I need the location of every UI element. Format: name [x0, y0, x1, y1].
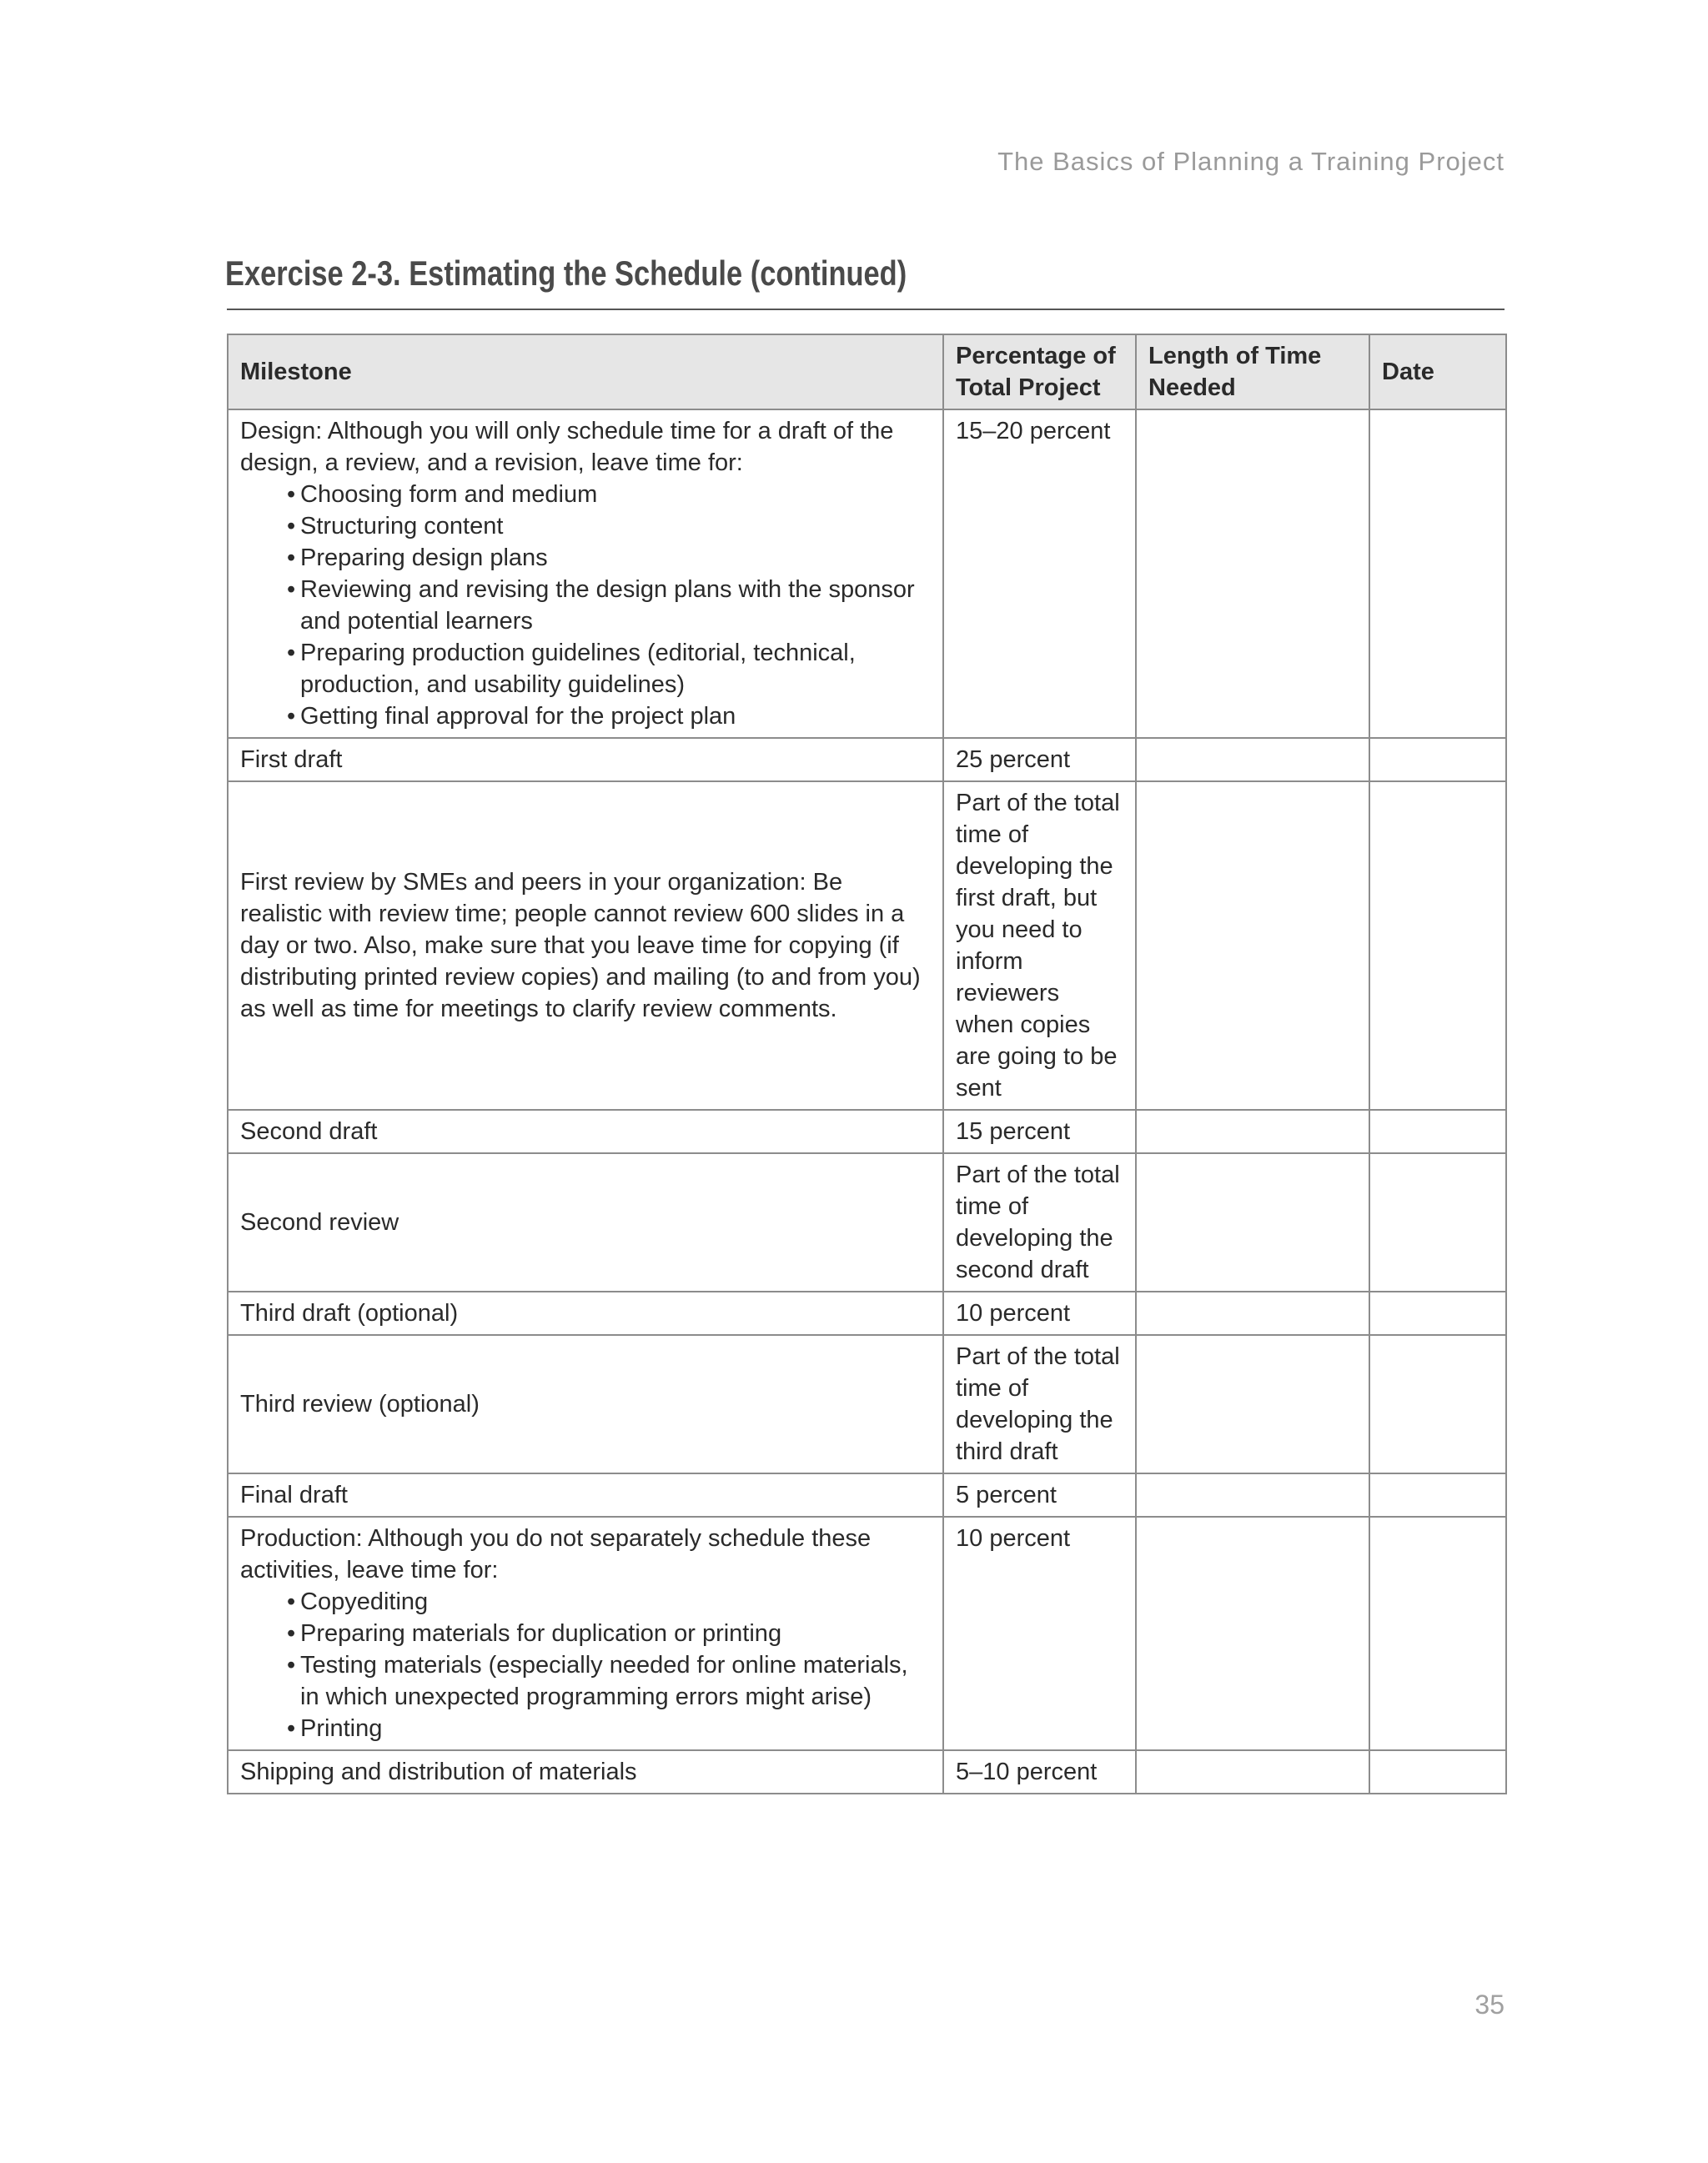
date-cell: [1369, 738, 1506, 781]
table-row: [228, 738, 1506, 781]
table-row: [228, 1750, 1506, 1794]
page-number: 35: [1474, 1990, 1505, 2020]
list-item: • Testing materials (especially needed for online materials, in which unexpected programming errors might arise): [287, 1649, 931, 1713]
date-cell: [1369, 1110, 1506, 1153]
list-item: • Preparing production guidelines (editorial, technical, production, and usability guidelines): [287, 637, 931, 700]
bullet-list: [240, 479, 931, 732]
percentage-cell: 5 percent: [943, 1473, 1136, 1517]
percentage-cell: Part of the total time of developing the third draft: [943, 1335, 1136, 1473]
table-row: [228, 781, 1506, 1110]
list-item: • Preparing design plans: [287, 542, 931, 574]
exercise-title: Exercise 2-3. Estimating the Schedule (continued): [225, 253, 907, 293]
header-milestone: Milestone: [228, 334, 943, 409]
list-item: • Printing: [287, 1713, 931, 1744]
header-length: Length of Time Needed: [1136, 334, 1369, 409]
table-row: [228, 1335, 1506, 1473]
title-rule: [227, 309, 1505, 310]
percentage-cell: 10 percent: [943, 1292, 1136, 1335]
percentage-cell: 15 percent: [943, 1110, 1136, 1153]
list-item: • Getting final approval for the project plan: [287, 700, 931, 732]
percentage-cell: Part of the total time of developing the first draft, but you need to inform reviewers when copies are going to be sent: [943, 781, 1136, 1110]
list-item: • Reviewing and revising the design plans with the sponsor and potential learners: [287, 574, 931, 637]
milestone-text: Production: Although you do not separately schedule these activities, leave time for:: [240, 1525, 872, 1583]
date-cell: [1369, 1750, 1506, 1794]
schedule-table: [227, 334, 1507, 1794]
table-row: [228, 1473, 1506, 1517]
percentage-cell: Part of the total time of developing the second draft: [943, 1153, 1136, 1292]
length-cell: [1136, 738, 1369, 781]
milestone-cell: Final draft: [228, 1473, 943, 1517]
milestone-cell: [228, 409, 943, 738]
date-cell: [1369, 1473, 1506, 1517]
length-cell: [1136, 1153, 1369, 1292]
list-item: • Preparing materials for duplication or printing: [287, 1618, 931, 1649]
table-row: [228, 1153, 1506, 1292]
percentage-cell: 10 percent: [943, 1517, 1136, 1750]
milestone-cell: First draft: [228, 738, 943, 781]
list-item: • Choosing form and medium: [287, 479, 931, 510]
milestone-cell: Third review (optional): [228, 1335, 943, 1473]
percentage-cell: 25 percent: [943, 738, 1136, 781]
milestone-cell: First review by SMEs and peers in your organization: Be realistic with review time; people cannot review 600 slides in a day or two. Also, make sure that you leave time for copying (if distributing printed review copies) and mailing (to and from you) as well as time for meetings to clarify review comments.: [228, 781, 943, 1110]
length-cell: [1136, 1110, 1369, 1153]
date-cell: [1369, 1335, 1506, 1473]
milestone-cell: Third draft (optional): [228, 1292, 943, 1335]
length-cell: [1136, 781, 1369, 1110]
date-cell: [1369, 1517, 1506, 1750]
table-row: [228, 1110, 1506, 1153]
list-item: • Structuring content: [287, 510, 931, 542]
table-row: [228, 1292, 1506, 1335]
length-cell: [1136, 1292, 1369, 1335]
length-cell: [1136, 1335, 1369, 1473]
date-cell: [1369, 1292, 1506, 1335]
date-cell: [1369, 409, 1506, 738]
date-cell: [1369, 1153, 1506, 1292]
header-percentage: Percentage of Total Project: [943, 334, 1136, 409]
length-cell: [1136, 1517, 1369, 1750]
milestone-cell: Second draft: [228, 1110, 943, 1153]
list-item: • Copyediting: [287, 1586, 931, 1618]
date-cell: [1369, 781, 1506, 1110]
percentage-cell: 15–20 percent: [943, 409, 1136, 738]
milestone-cell: [228, 1517, 943, 1750]
running-head: The Basics of Planning a Training Project: [997, 147, 1505, 176]
table-row: [228, 409, 1506, 738]
length-cell: [1136, 1473, 1369, 1517]
length-cell: [1136, 409, 1369, 738]
table-row: [228, 1517, 1506, 1750]
milestone-cell: Shipping and distribution of materials: [228, 1750, 943, 1794]
header-date: Date: [1369, 334, 1506, 409]
milestone-cell: Second review: [228, 1153, 943, 1292]
percentage-cell: 5–10 percent: [943, 1750, 1136, 1794]
bullet-list: [240, 1586, 931, 1744]
length-cell: [1136, 1750, 1369, 1794]
milestone-text: Design: Although you will only schedule time for a draft of the design, a review, and a revision, leave time for:: [240, 418, 894, 476]
table-header-row: [228, 334, 1506, 409]
